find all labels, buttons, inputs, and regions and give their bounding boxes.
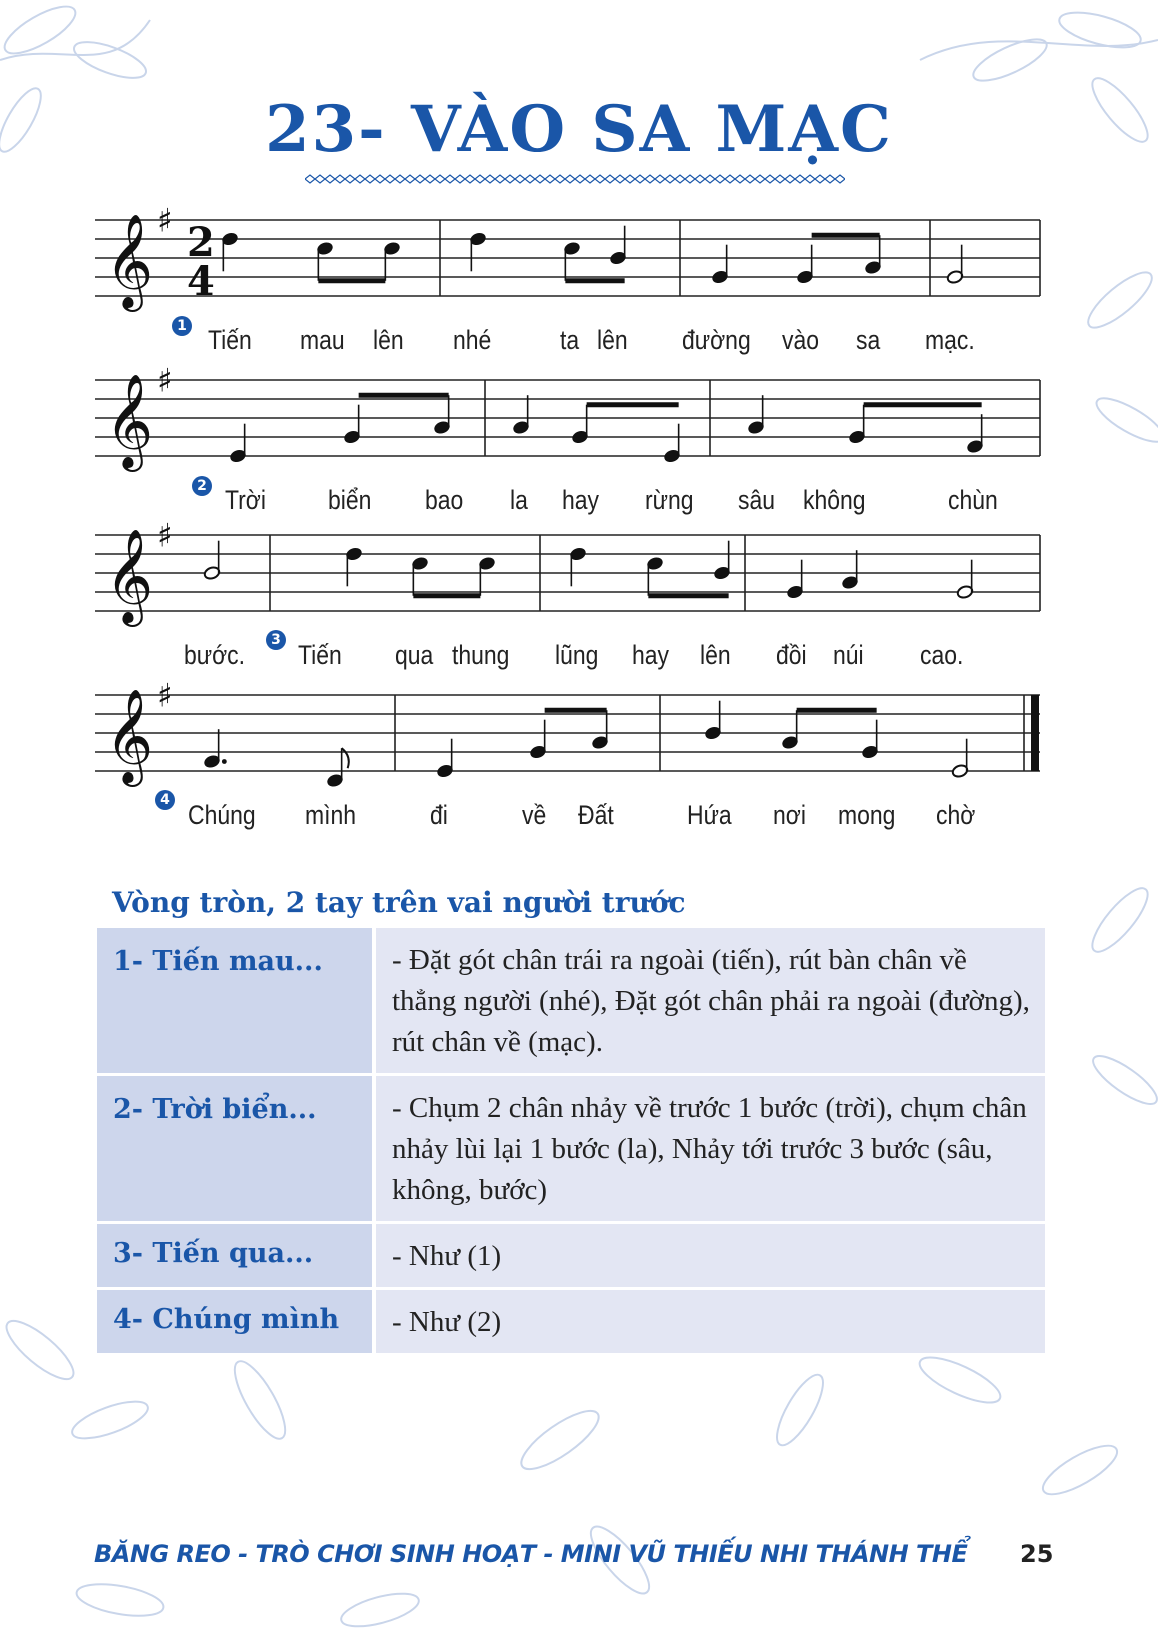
lyric-syllable: la xyxy=(510,485,528,515)
steps-table xyxy=(97,928,1045,1356)
lyric-syllable: đi xyxy=(430,800,448,830)
step-text: - Như (2) xyxy=(376,1290,1045,1356)
lyric-syllable: về xyxy=(522,800,547,830)
lyric-syllable: nhé xyxy=(453,325,492,355)
lyric-syllable: Tiến xyxy=(298,640,342,670)
sharp-icon: ♯ xyxy=(157,361,173,400)
lyric-syllable: ta xyxy=(560,325,580,355)
lyric-syllable: qua xyxy=(395,640,434,670)
step-text: - Đặt gót chân trái ra ngoài (tiến), rút bàn chân về thẳng người (nhé), Đặt gót chân phải ra ngoài (đường), rút chân về (mạc). xyxy=(376,928,1045,1076)
lyric-syllable: đồi xyxy=(776,640,807,670)
lyric-syllable: rừng xyxy=(645,485,694,515)
table-row xyxy=(97,1290,1045,1356)
lyric-syllable: lên xyxy=(700,640,731,670)
lyric-syllable: sâu xyxy=(738,485,776,515)
footer-book-title: BĂNG REO - TRÒ CHƠI SINH HOẠT - MINI VŨ THIẾU NHI THÁNH THỂ xyxy=(94,1540,968,1568)
sharp-icon: ♯ xyxy=(157,676,173,715)
sharp-icon: ♯ xyxy=(157,201,173,240)
lyric-syllable: lên xyxy=(597,325,628,355)
step-label: 1- Tiến mau... xyxy=(97,928,376,1076)
lyric-syllable: lên xyxy=(373,325,404,355)
table-row xyxy=(97,1224,1045,1290)
lyric-syllable: hay xyxy=(632,640,670,670)
verse-number-badge: 3 xyxy=(266,630,286,650)
step-label: 2- Trời biển... xyxy=(97,1076,376,1224)
lyric-syllable: mong xyxy=(838,800,896,830)
step-label: 3- Tiến qua... xyxy=(97,1224,376,1290)
lyric-syllable: vào xyxy=(782,325,820,355)
section-title: Vòng tròn, 2 tay trên vai người trước xyxy=(112,886,686,919)
lyric-syllable: Hứa xyxy=(687,800,732,830)
note-dot xyxy=(222,759,227,764)
time-signature-numerator: 2 xyxy=(187,220,215,267)
verse-number-badge: 2 xyxy=(192,476,212,496)
title-underline-decoration xyxy=(305,174,845,184)
lyric-syllable: mạc. xyxy=(925,325,975,355)
lyric-syllable: núi xyxy=(833,640,864,670)
step-text: - Như (1) xyxy=(376,1224,1045,1290)
verse-number-badge: 4 xyxy=(155,790,175,810)
lyric-syllable: mình xyxy=(305,800,357,830)
lyric-syllable: Trời xyxy=(225,485,266,515)
song-title: 23- VÀO SA MẠC xyxy=(265,92,893,167)
table-row xyxy=(97,1076,1045,1224)
lyric-syllable: Đất xyxy=(578,800,614,830)
lyric-syllable: nơi xyxy=(773,800,806,830)
step-text: - Chụm 2 chân nhảy về trước 1 bước (trời), chụm chân nhảy lùi lại 1 bước (la), Nhảy tới trước 3 bước (sâu, không, bước) xyxy=(376,1076,1045,1224)
treble-clef-icon: 𝄞 xyxy=(105,688,154,784)
sharp-icon: ♯ xyxy=(157,516,173,555)
time-signature-denominator: 4 xyxy=(187,259,215,306)
treble-clef-icon: 𝄞 xyxy=(105,373,154,469)
lyric-syllable: lũng xyxy=(555,640,599,670)
music-score xyxy=(0,195,1158,845)
treble-clef-icon: 𝄞 xyxy=(105,528,154,624)
lyric-syllable: thung xyxy=(452,640,510,670)
lyric-syllable: cao. xyxy=(920,640,964,670)
lyric-syllable: chùn xyxy=(948,485,998,515)
treble-clef-icon: 𝄞 xyxy=(105,213,154,309)
lyric-syllable: không xyxy=(803,485,866,515)
lyric-syllable: bao xyxy=(425,485,464,515)
lyric-syllable: biển xyxy=(328,485,372,515)
lyric-syllable: Chúng xyxy=(188,800,256,830)
table-row xyxy=(97,928,1045,1076)
lyric-syllable: sa xyxy=(856,325,881,355)
lyric-syllable: hay xyxy=(562,485,600,515)
lyric-syllable: Tiến xyxy=(208,325,252,355)
page-number: 25 xyxy=(1020,1540,1054,1568)
lyric-syllable: mau xyxy=(300,325,345,355)
lyric-syllable: chờ xyxy=(936,800,976,830)
lyric-syllable: đường xyxy=(682,325,751,355)
verse-number-badge: 1 xyxy=(172,316,192,336)
step-label: 4- Chúng mình xyxy=(97,1290,376,1356)
note-flag xyxy=(342,748,349,768)
lyric-syllable: bước. xyxy=(184,640,246,670)
final-bar-line xyxy=(1031,695,1039,771)
